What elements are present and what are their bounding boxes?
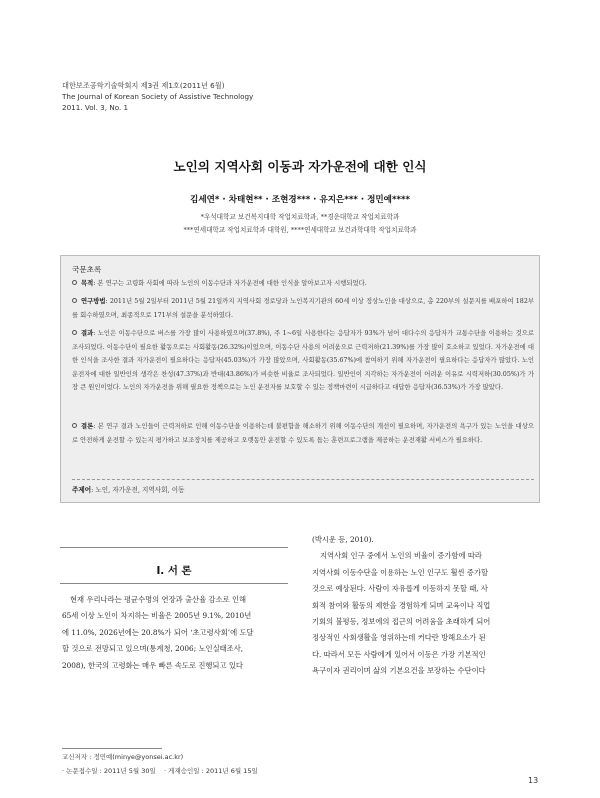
abstract-item-conclusion bbox=[72, 420, 534, 447]
paper-title: 노인의 지역사회 이동과 자가운전에 대한 인식 bbox=[173, 159, 427, 174]
body-line: 지역사회 인구 중에서 노인의 비율이 증가함에 따라 bbox=[320, 551, 482, 561]
body-line: 에 11.0%, 2026년에는 20.8%가 되어 ‘초고령사회’에 도달 bbox=[62, 627, 254, 637]
journal-header bbox=[62, 80, 253, 113]
abstract-label: 연구방법 bbox=[81, 298, 106, 305]
affiliation-line-2: ***연세대학교 작업치료학과 대학원, ****연세대학교 보건과학대학 작업치료학과 bbox=[183, 226, 417, 234]
footnote-corresponding-author: 교신저자 : 정민예(minye@yonsei.ac.kr) bbox=[62, 753, 184, 761]
footnote-dates: · 논문접수일 : 2011년 5월 30일 · 게재승인일 : 2011년 6월 15일 bbox=[62, 767, 258, 775]
section-rule-top bbox=[60, 547, 288, 548]
bullet-icon bbox=[72, 423, 77, 428]
body-line: 것으로 예상된다. 사람이 자유롭게 이동하지 못할 때, 사 bbox=[312, 584, 488, 594]
page-number: 13 bbox=[528, 776, 539, 785]
body-line: (박시운 등, 2010). bbox=[312, 535, 374, 544]
keywords-label: 주제어 bbox=[72, 486, 92, 494]
journal-issue: 2011. Vol. 3, No. 1 bbox=[62, 103, 129, 112]
bullet-icon bbox=[72, 280, 77, 285]
author-list: 김세연* · 차태현** · 조현경*** · 유지은*** · 정민예**** bbox=[190, 195, 410, 205]
journal-name-english: The Journal of Korean Society of Assistive Technology bbox=[62, 92, 254, 101]
abstract-item-results bbox=[72, 327, 534, 395]
body-line: 현재 우리나라는 평균수명의 연장과 출산율 감소로 인해 bbox=[70, 595, 247, 604]
abstract-text: : 노인은 이동수단으로 버스를 가장 많이 사용하였으며(37.8%), 주 1~6일 사용한다는 응답자가 93%가 넘어 대다수의 응답자가 교통수단을 이용하는 것으로 조사되었다. 이동수단이 필요한 활동으로는 사회활동(26.32%)이었으며, 이동수단 사용의 어려움으로 근력저하(21.39%)를 가장 많이 호소하고 있었다. 자가운전에 대한 인식을 조사한 결과 자가운전이 필요하다는 응답자(45.03%)가 가장 많았으며, 사회활동(35.67%)에 참여하기 위해 자가운전이 필요하다는 응답자가 많았다. 노인 운전자에 대한 일반인의 생각은 찬성(47.37%)과 반대(43.86%)가 비슷한 비율로 조사되었다. 일반인이 지각하는 자가운전이 어려운 이유로 시력저하(30.05%)가 가장 큰 원인이었다. 노인의 자가운전을 위해 필요한 정책으로는 노인 운전자를 보호할 수 있는 정책마련이 시급하다고 대답한 응답자(36.53%)가 가장 많았다. bbox=[72, 330, 534, 392]
section-heading-introduction: I. 서 론 bbox=[156, 565, 192, 577]
abstract-text: : 본 연구는 고령화 사회에 따라 노인의 이동수단과 자가운전에 대한 인식을 알아보고자 시행되었다. bbox=[93, 280, 367, 287]
body-line: 할 것으로 전망되고 있으며(통계청, 2006; 노인실태조사, bbox=[62, 644, 244, 654]
body-line: 65세 이상 노인이 차지하는 비율은 2005년 9.1%, 2010년 bbox=[62, 611, 252, 621]
abstract-heading: 국문초록 bbox=[72, 265, 102, 274]
abstract-item-purpose bbox=[72, 277, 534, 291]
body-line: 회적 참여와 활동의 제한을 경험하게 되며 교육이나 직업 bbox=[312, 600, 491, 610]
abstract-text: : 2011년 5월 2일부터 2011년 5월 21일까지 지역사회 경로당과 노인복지기관의 60세 이상 정상노인을 대상으로, 총 220부의 설문지를 배포하여 182부를 회수하였으며, 최종적으로 171부의 설문을 분석하였다. bbox=[72, 298, 534, 319]
bullet-icon bbox=[72, 330, 77, 335]
footnote-divider bbox=[62, 748, 162, 749]
keywords-divider bbox=[72, 479, 534, 480]
bullet-icon bbox=[72, 298, 77, 303]
affiliation-line-1: *우석대학교 보건복지대학 작업치료학과, **경운대학교 작업치료학과 bbox=[200, 213, 400, 221]
body-line: 욕구이자 권리이며 삶의 기본요건을 보장하는 수단이다 bbox=[312, 666, 486, 676]
right-column-body bbox=[312, 532, 540, 680]
abstract-text: : 본 연구 결과 노인들이 근력저하로 인해 이동수단을 이용하는데 불편함을 해소하기 위해 이동수단의 개선이 필요하며, 자가운전의 욕구가 있는 노인을 대상으로 안전하게 운전할 수 있는지 평가하고 보조장치를 제공하고 오랫동안 운전할 수 있도록 돕는 훈련프로그램을 제공하는 운전재활 서비스가 필요하다. bbox=[72, 423, 534, 444]
body-line: 다. 따라서 모든 사람에게 있어서 이동은 가장 기본적인 bbox=[312, 649, 486, 659]
abstract-label: 결과 bbox=[81, 330, 94, 337]
section-rule-bottom bbox=[60, 583, 288, 584]
abstract-label: 목적 bbox=[81, 280, 94, 287]
body-line: 2008), 한국의 고령화는 매우 빠른 속도로 진행되고 있다 bbox=[62, 660, 243, 670]
body-line: 정상적인 사회생활을 영위하는데 커다란 방해요소가 된 bbox=[312, 633, 486, 643]
body-line: 지역사회 이동수단을 이용하는 노인 인구도 훨씬 증가할 bbox=[312, 567, 489, 577]
journal-name-korean: 대한보조공학기술학회지 제3권 제1호(2011년 6월) bbox=[62, 81, 225, 90]
keywords bbox=[72, 484, 184, 494]
left-column-body bbox=[62, 592, 286, 674]
body-line: 기회의 불평등, 정보에의 접근의 어려움을 초래하게 되어 bbox=[312, 617, 491, 627]
abstract-label: 결론 bbox=[81, 423, 94, 430]
abstract-item-method bbox=[72, 295, 534, 322]
keywords-text: : 노인, 자가운전, 지역사회, 이동 bbox=[91, 486, 185, 494]
